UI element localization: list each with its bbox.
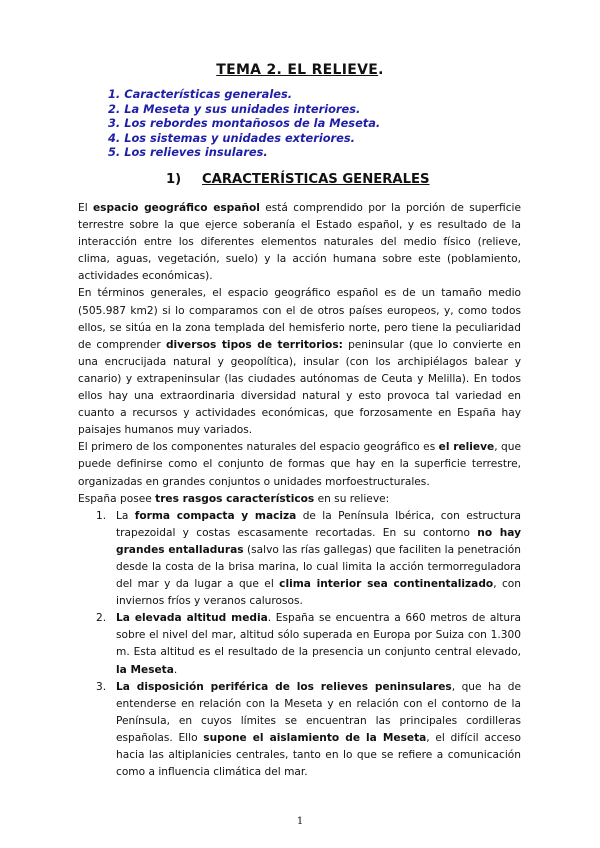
paragraph-territory-types: En términos generales, el espacio geográfico español es de un tamaño medio (505.987 km2) si lo comparamos con el de otros países europeos, y, como todos ellos, se sitúa en la zona templada del hemisferio norte, pero tiene la peculiaridad de comprender diversos tipos de territorios: peninsular (que lo convierte en una encrucijada natural y geopolítica), insular (con los archipiélagos balear y canario) y extrapeninsular (las ciudades autónomas de Ceuta y Melilla). En todos ellos hay una extraordinaria diversidad natural y esto provoca tal variedad en cuanto a recursos y actividades económicas, que forzosamente en España hay paisajes humanos muy variados. [78,287,521,437]
section-heading [166,172,430,187]
section-title: CARACTERÍSTICAS GENERALES [202,172,430,187]
relief-traits-list [78,508,521,782]
toc-item: 1. Características generales. [108,87,293,101]
paragraph-relief-definition: El primero de los componentes naturales del espacio geográfico es el relieve, que puede definirse como el conjunto de formas que hay en la superficie terrestre, organizadas en grandes conjuntos o unidades morfoestructurales. [78,441,521,488]
document-title [0,62,600,78]
list-item: 2. La elevada altitud media. España se encuentra a 660 metros de altura sobre el nivel del mar, altitud sólo superada en Europa por Suiza con 1.300 m. Esta altitud es el resultado de la presencia un conjunto central elevado, la Meseta. [96,612,521,676]
toc-item: 5. Los relieves insulares. [108,145,268,160]
table-of-contents [108,87,380,160]
toc-item: 2. La Meseta y sus unidades interiores. [108,101,361,116]
paragraph-spatial-definition: El espacio geográfico español está comprendido por la porción de superficie terrestre sobre la que ejerce soberanía el Estado español, y es resultado de la interacción entre los diferentes elementos naturales del medio físico (relieve, clima, aguas, vegetación, suelo) y la acción humana sobre este (poblamiento, actividades económicas). [78,202,521,283]
page-number: 1 [296,816,304,827]
section-body [78,200,521,781]
section-number: 1) [166,172,182,187]
list-item: 1. La forma compacta y maciza de la Península Ibérica, con estructura trapezoidal y costas escasamente recortadas. En su contorno no hay grandes entalladuras (salvo las rías gallegas) que faciliten la penetración desde la costa de la brisa marina, lo cual limita la acción termorreguladora del mar y da lugar a que el clima interior sea continentalizado, con inviernos fríos y veranos calurosos. [96,509,522,608]
title-text: TEMA 2. EL RELIEVE [216,62,379,78]
toc-item: 3. Los rebordes montañosos de la Meseta. [108,116,381,131]
paragraph-relief-traits-intro: España posee tres rasgos característicos en su relieve: [78,492,390,505]
toc-item: 4. Los sistemas y unidades exteriores. [108,130,356,145]
title-suffix: . [378,62,384,78]
list-item: 3. La disposición periférica de los relieves peninsulares, que ha de entenderse en relación con la Meseta y en relación con el contorno de la Península, en cuyos límites se encuentran las principales cordilleras españolas. Ello supone el aislamiento de la Meseta, el difícil acceso hacia las altiplanicies centrales, tanto en lo que se refiere a comunicación como a influencia climática del mar. [96,680,522,779]
